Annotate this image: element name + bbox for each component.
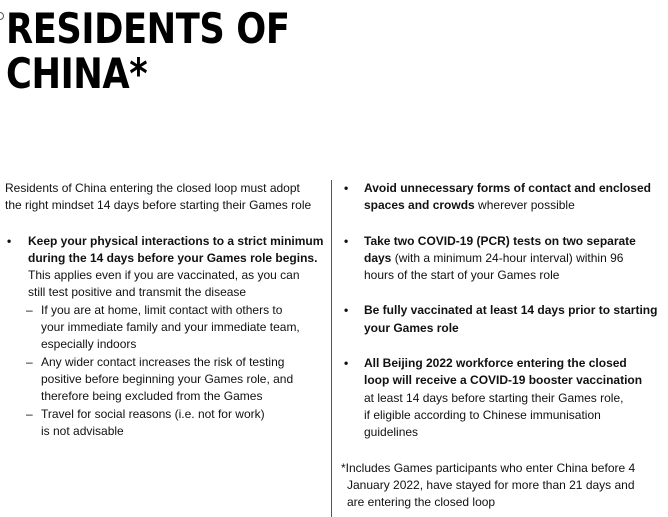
bullet-bold-line: Be fully vaccinated at least 14 days prior to starting <box>364 303 658 318</box>
sub-line: Travel for social reasons (i.e. not for work) <box>41 406 265 421</box>
sub-item-home-contact <box>5 302 325 354</box>
sub-line: positive before beginning your Games role, and <box>41 371 294 386</box>
sub-item-wider-contact <box>5 354 325 406</box>
bullet-bold-line: Take two COVID-19 (PCR) tests on two separate <box>364 233 636 248</box>
footnote <box>341 460 661 512</box>
corner-mark <box>0 12 4 20</box>
bullet-marker: • <box>344 233 349 248</box>
list-item-physical-interactions <box>5 233 325 302</box>
column-divider <box>331 180 332 517</box>
intro-line-2: the right mindset 14 days before starting their Games role <box>5 198 312 213</box>
bullet-marker: • <box>344 181 349 195</box>
bullet-text-line: guidelines <box>364 425 419 440</box>
footnote-line-2: January 2022, have stayed for more than 21 days and <box>347 477 635 492</box>
bullet-marker: • <box>344 303 349 318</box>
bullet-bold-part: spaces and crowds <box>364 198 475 213</box>
list-item-booster <box>341 355 661 441</box>
list-item-pcr-tests <box>341 233 661 285</box>
left-column <box>5 180 325 440</box>
title-line-2: CHINA* <box>6 49 148 98</box>
bullet-text-line-2: still test positive and transmit the disease <box>28 285 247 300</box>
dash-marker: – <box>26 406 33 421</box>
bullet-bold-line-1: Keep your physical interactions to a strict minimum <box>28 233 324 248</box>
list-item-avoid-contact <box>341 180 661 215</box>
bullet-marker: • <box>344 356 349 371</box>
bullet-text-line-1: This applies even if you are vaccinated, as you can <box>28 268 300 283</box>
bullet-bold-line: All Beijing 2022 workforce entering the closed <box>364 356 627 371</box>
bullet-text-line: if eligible according to Chinese immunisation <box>364 407 601 422</box>
right-column <box>341 180 661 511</box>
sub-line: is not advisable <box>41 423 124 438</box>
bullet-bold-line: loop will receive a COVID-19 booster vaccination <box>364 373 643 388</box>
sub-line: If you are at home, limit contact with others to <box>41 302 283 317</box>
sub-line: therefore being excluded from the Games <box>41 389 263 404</box>
sub-item-social-travel <box>5 406 325 441</box>
page-title <box>6 6 290 96</box>
bullet-normal-part: (with a minimum 24-hour interval) within 96 <box>391 250 624 265</box>
intro-paragraph <box>5 180 325 215</box>
bullet-bold-line-2: during the 14 days before your Games role begins. <box>28 250 318 265</box>
intro-line-1: Residents of China entering the closed loop must adopt <box>5 181 300 195</box>
list-item-vaccination <box>341 302 661 337</box>
footnote-line-1: *Includes Games participants who enter China before 4 <box>341 460 636 475</box>
sub-line: especially indoors <box>41 337 137 352</box>
bullet-bold-part: days <box>364 250 392 265</box>
footnote-line-3: are entering the closed loop <box>347 495 496 510</box>
bullet-bold-line: Avoid unnecessary forms of contact and enclosed <box>364 181 651 195</box>
bullet-normal-part: wherever possible <box>474 198 575 213</box>
bullet-marker: • <box>7 233 12 248</box>
title-line-1: RESIDENTS OF <box>6 4 290 53</box>
bullet-text-line: at least 14 days before starting their Games role, <box>364 390 624 405</box>
dash-marker: – <box>26 354 33 369</box>
sub-line: Any wider contact increases the risk of testing <box>41 354 285 369</box>
dash-marker: – <box>26 302 33 317</box>
sub-line: your immediate family and your immediate team, <box>41 320 300 335</box>
bullet-bold-line: your Games role <box>364 320 459 335</box>
bullet-text-line: hours of the start of your Games role <box>364 268 560 283</box>
